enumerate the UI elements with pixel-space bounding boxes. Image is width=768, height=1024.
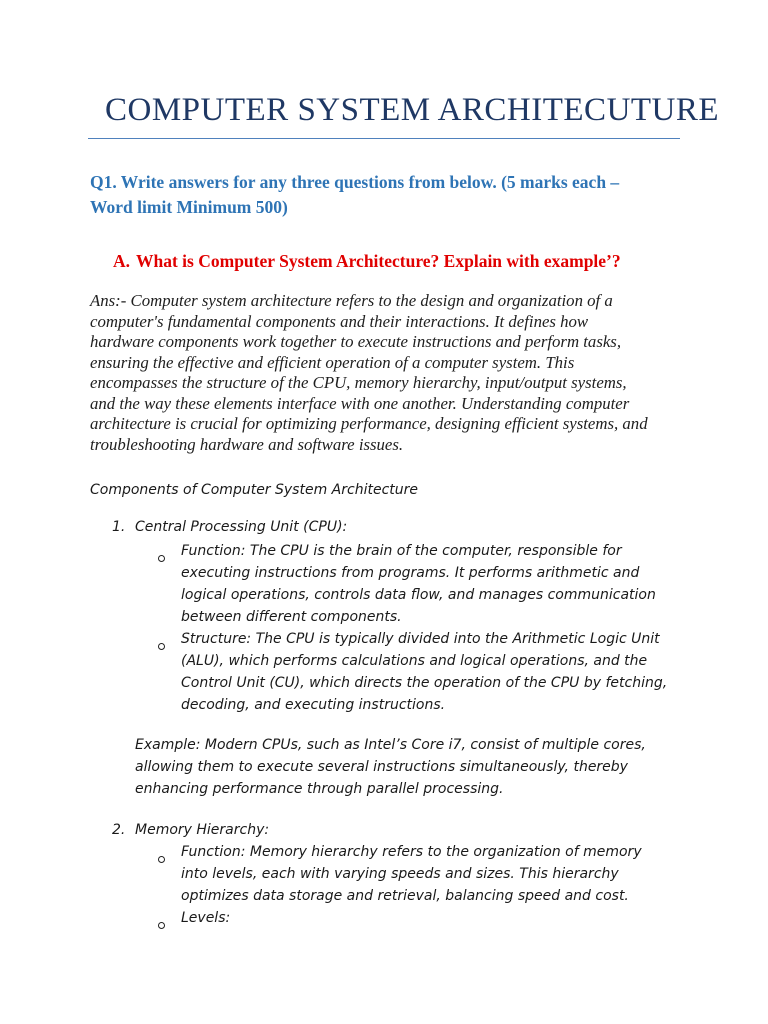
answer-line: computer's fundamental components and their interactions. It defines how xyxy=(90,311,589,331)
answer-line: Ans:- Computer system architecture refers to the design and organization of a xyxy=(90,291,613,310)
list-number: 1. xyxy=(112,519,126,535)
example-line: allowing them to execute several instructions simultaneously, thereby xyxy=(135,759,628,775)
list-item-cpu xyxy=(112,516,347,538)
document-title: COMPUTER SYSTEM ARCHITECUTURE xyxy=(105,92,720,128)
bullet-line: logical operations, controls data flow, and manages communication xyxy=(181,587,656,603)
bullet-line: into levels, each with varying speeds and sizes. This hierarchy xyxy=(181,866,619,882)
question-1-line: Q1. Write answers for any three questions from below. (5 marks each – xyxy=(90,172,620,192)
bullet-line: executing instructions from programs. It performs arithmetic and xyxy=(181,565,640,581)
bullet-line: Levels: xyxy=(181,910,231,926)
bullet-circle-icon xyxy=(158,856,165,863)
question-1 xyxy=(90,170,690,220)
subquestion-letter: A. xyxy=(113,251,131,271)
list-item-title: Central Processing Unit (CPU): xyxy=(135,519,348,535)
bullet-memory-function xyxy=(181,841,642,907)
title-underline xyxy=(88,138,680,139)
answer-line: ensuring the effective and efficient operation of a computer system. This xyxy=(90,352,575,372)
answer-line: encompasses the structure of the CPU, memory hierarchy, input/output systems, xyxy=(90,373,627,392)
bullet-circle-icon xyxy=(158,643,165,650)
list-item-memory-hierarchy xyxy=(112,819,269,841)
bullet-line: Control Unit (CU), which directs the operation of the CPU by fetching, xyxy=(181,675,668,691)
bullet-line: Function: The CPU is the brain of the computer, responsible for xyxy=(181,543,622,559)
bullet-circle-icon xyxy=(158,555,165,562)
answer-line: troubleshooting hardware and software issues. xyxy=(90,434,404,454)
list-item-title: Memory Hierarchy: xyxy=(135,822,270,838)
subquestion-text: What is Computer System Architecture? Explain with example’? xyxy=(136,251,621,271)
answer-paragraph xyxy=(90,291,690,455)
bullet-cpu-structure xyxy=(181,628,667,716)
example-line: enhancing performance through parallel processing. xyxy=(135,781,504,797)
bullet-line: between different components. xyxy=(181,609,402,625)
bullet-line: decoding, and executing instructions. xyxy=(181,697,446,713)
bullet-line: Structure: The CPU is typically divided into the Arithmetic Logic Unit xyxy=(181,631,660,647)
answer-line: hardware components work together to execute instructions and perform tasks, xyxy=(90,332,622,351)
bullet-cpu-function xyxy=(181,540,656,628)
bullet-circle-icon xyxy=(158,922,165,929)
bullet-line: (ALU), which performs calculations and logical operations, and the xyxy=(181,653,648,669)
example-line: Example: Modern CPUs, such as Intel’s Core i7, consist of multiple cores, xyxy=(135,737,646,753)
bullet-line: Function: Memory hierarchy refers to the organization of memory xyxy=(181,844,642,860)
bullet-line: optimizes data storage and retrieval, balancing speed and cost. xyxy=(181,888,629,904)
question-1-line: Word limit Minimum 500) xyxy=(90,197,288,217)
bullet-memory-levels xyxy=(181,907,230,929)
components-heading: Components of Computer System Architecture xyxy=(90,482,418,498)
cpu-example xyxy=(135,734,646,800)
list-number: 2. xyxy=(112,822,126,838)
answer-line: and the way these elements interface with one another. Understanding computer xyxy=(90,393,630,413)
subquestion-a xyxy=(113,249,693,274)
answer-line: architecture is crucial for optimizing performance, designing efficient systems, and xyxy=(90,414,648,433)
